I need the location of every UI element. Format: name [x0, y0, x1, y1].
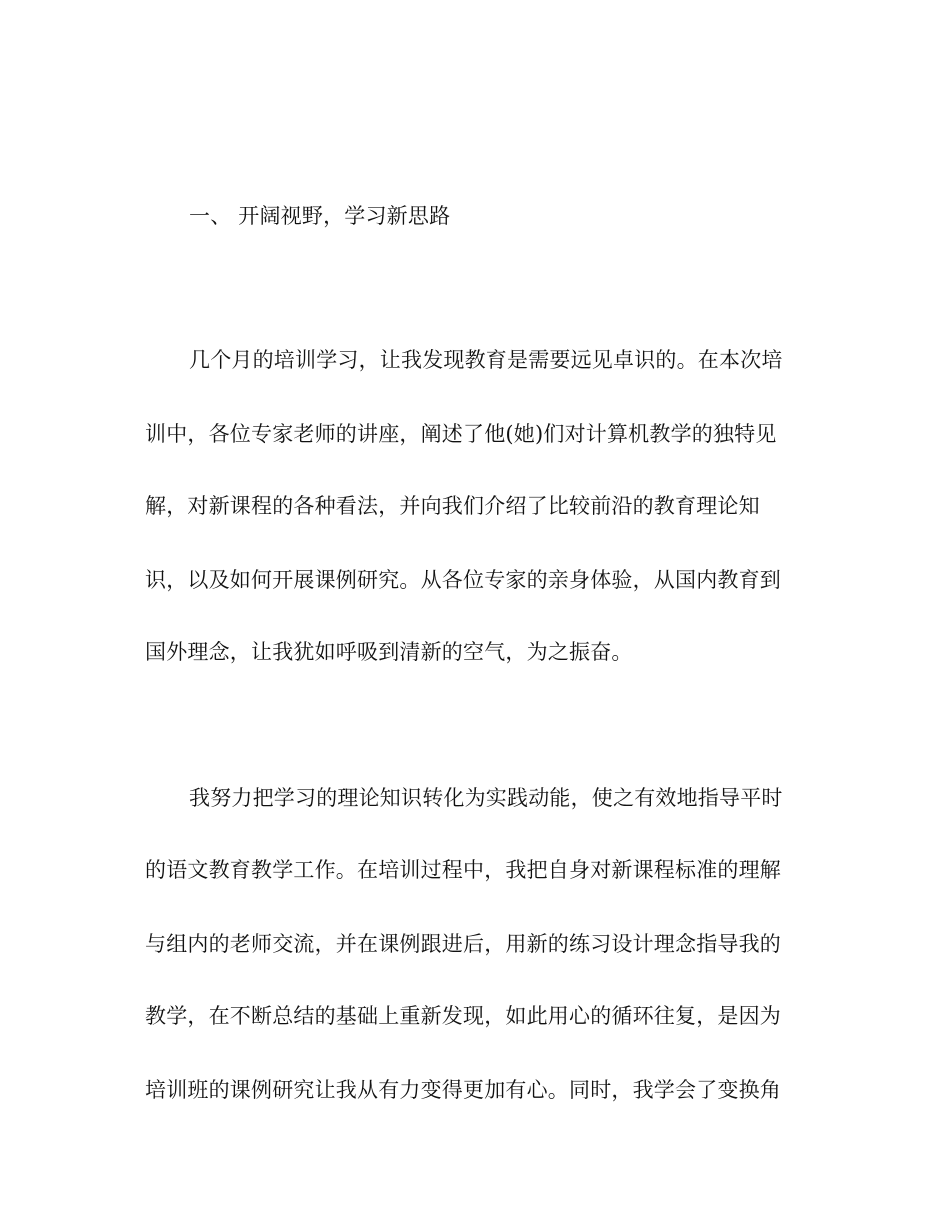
paragraph-1-line-5: 国外理念，让我犹如呼吸到清新的空气，为之振奋。 [145, 640, 633, 664]
paragraph-2-line-1: 我努力把学习的理论知识转化为实践动能，使之有效地指导平时 [189, 786, 783, 810]
paragraph-2-line-4: 教学，在不断总结的基础上重新发现，如此用心的循环往复，是因为 [145, 1004, 781, 1028]
paragraph-1-line-2: 训中，各位专家老师的讲座，阐述了他(她)们对计算机教学的独特见 [145, 422, 777, 446]
paragraph-1-line-1: 几个月的培训学习，让我发现教育是需要远见卓识的。在本次培 [189, 348, 783, 372]
paragraph-2-line-2: 的语文教育教学工作。在培训过程中，我把自身对新课程标准的理解 [145, 858, 781, 882]
paragraph-2-line-5: 培训班的课例研究让我从有力变得更加有心。同时，我学会了变换角 [145, 1078, 781, 1102]
section-heading: 一、 开阔视野，学习新思路 [189, 204, 451, 228]
paragraph-1-line-3: 解，对新课程的各种看法，并向我们介绍了比较前沿的教育理论知 [145, 494, 760, 518]
paragraph-2-line-3: 与组内的老师交流，并在课例跟进后，用新的练习设计理念指导我的 [145, 932, 781, 956]
paragraph-1-line-4: 识，以及如何开展课例研究。从各位专家的亲身体验，从国内教育到 [145, 568, 781, 592]
